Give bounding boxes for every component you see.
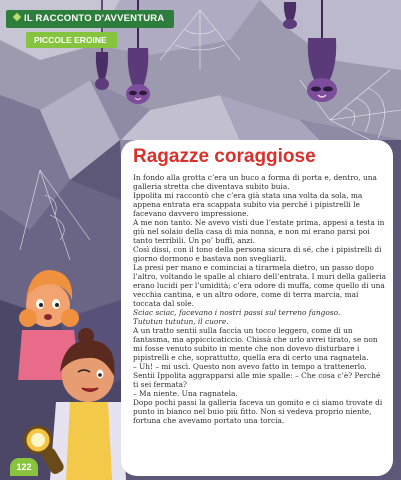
story-paragraph: Dopo pochi passi la galleria faceva un gomito e ci siamo trovate di punto in bianco nel buio più fitto. Non si vedeva proprio niente, fortuna che avevamo portato una torcia. xyxy=(133,398,383,425)
story-paragraph: Ippolita mi raccontò che c’era già stata una volta da sola, ma appena entrata era scappata subito via perché i pipistrelli le facevano davvero impressione. xyxy=(133,191,363,218)
story-paragraph: Tututun tututun, il cuore. xyxy=(133,317,229,326)
story-paragraph: La presi per mano e cominciai a tirarmela dietro, un passo dopo l’altro, voltando le spalle al chiaro dell’entrata. I muri della galleria erano lucidi per l’umidità; c’era odore di muffa, come quello di una vecchia cantina, e un altro odore, come di terra marcia, mai toccata dal sole. xyxy=(133,263,387,308)
story-paragraph: In fondo alla grotta c’era un buco a forma di porta e, dentro, una galleria stretta che diventava subito buia. xyxy=(133,173,377,191)
section-tag: IL RACCONTO D'AVVENTURA xyxy=(6,10,174,28)
page-number: 122 xyxy=(10,458,38,476)
story-text xyxy=(133,173,387,425)
story-paragraph: Sentii Ippolita aggrapparsi alle mie spalle: – Che cosa c’è? Perché ti sei fermata? xyxy=(133,371,381,389)
story-paragraph: A me non tanto. Ne avevo visti due l’estate prima, appesi a testa in giù nel solaio della casa di mia nonna, e non mi erano parsi poi tanto terribili. Un po’ buffi, anzi. xyxy=(133,218,385,245)
story-paragraph: Così dissi, con il tono della persona sicura di sé, che i pipistrelli di giorno dormono e bastava non svegliarli. xyxy=(133,245,382,263)
subsection-tag: PICCOLE EROINE xyxy=(26,32,117,48)
story-title: Ragazze coraggiose xyxy=(133,146,316,167)
story-paragraph: – Ma niente. Una ragnatela. xyxy=(133,389,238,398)
story-paragraph: – Uh! – mi uscì. Questo non avevo fatto in tempo a trattenerlo. xyxy=(133,362,367,371)
story-paragraph: Sciac sciac, facevano i nostri passi sul terreno fangoso. xyxy=(133,308,341,317)
story-paragraph: A un tratto sentii sulla faccia un tocco leggero, come di un fantasma, ma appiccicaticcio. Chissà che urlo avrei tirato, se non mi fosse venuto subito in mente che non dovevo disturbare i pipistrelli e che, soprattutto, quella era di certo una ragnatela. xyxy=(133,326,378,362)
